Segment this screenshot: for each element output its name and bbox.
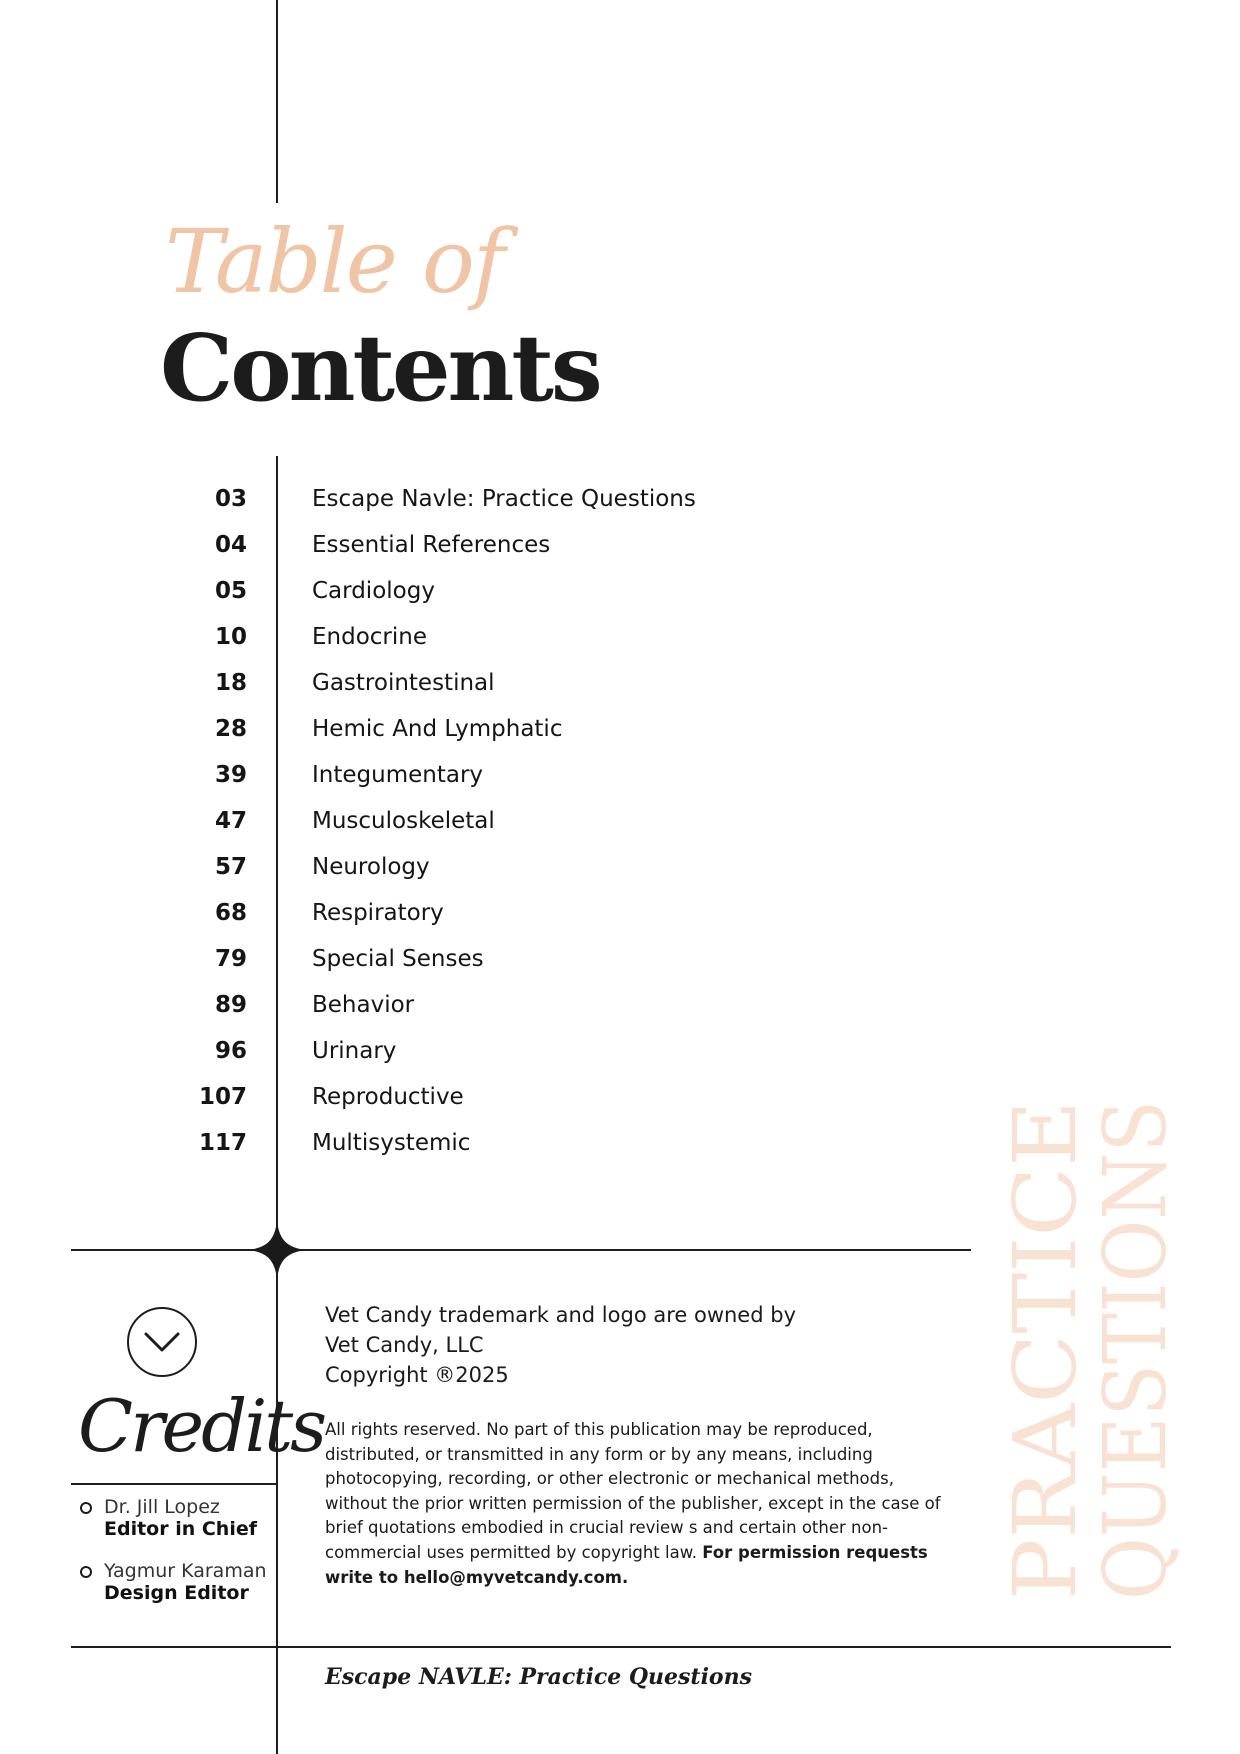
toc-page-number: 03 xyxy=(214,486,247,512)
credit-role: Design Editor xyxy=(104,1582,249,1604)
watermark-svg xyxy=(1000,1100,1180,1605)
sparkle-ornament-icon xyxy=(247,1220,307,1280)
footer-divider xyxy=(71,1646,1171,1648)
toc-page-number: 68 xyxy=(214,900,247,926)
footer-title: Escape NAVLE: Practice Questions xyxy=(325,1664,752,1690)
toc-entry[interactable] xyxy=(0,850,900,896)
toc-entry[interactable] xyxy=(0,574,900,620)
credits-heading: Credits xyxy=(78,1384,325,1468)
toc-page-number: 57 xyxy=(214,854,247,880)
toc-entry[interactable] xyxy=(0,528,900,574)
permission-text: For permission requests write to hello@myvetcandy.com. xyxy=(325,1542,928,1587)
toc-entry[interactable] xyxy=(0,1126,900,1172)
toc-entry-title: Multisystemic xyxy=(312,1130,471,1156)
toc-entry-title: Hemic And Lymphatic xyxy=(312,716,563,742)
chevron-down-circle-icon xyxy=(126,1306,198,1378)
toc-entry[interactable] xyxy=(0,620,900,666)
toc-entry[interactable] xyxy=(0,896,900,942)
page-title-line1: Table of xyxy=(165,210,504,313)
toc-page-number: 96 xyxy=(214,1038,247,1064)
top-vertical-rule xyxy=(276,0,278,203)
toc-entry[interactable] xyxy=(0,804,900,850)
copyright-line: Copyright ®2025 xyxy=(325,1363,509,1387)
toc-entry-title: Behavior xyxy=(312,992,415,1018)
rights-text: All rights reserved. No part of this publication may be reproduced, distributed, or transmitted in any form or by any means, including photocopying, recording, or other electronic or mechanical methods, without the prior written permission of the publisher, except in the case of brief quotations embodied in crucial review s and certain other non-commercial uses permitted by copyright law. xyxy=(325,1420,941,1562)
rights-notice xyxy=(325,1418,945,1590)
toc-page-number: 79 xyxy=(214,946,247,972)
toc-entry-title: Neurology xyxy=(312,854,430,880)
toc-page-number: 05 xyxy=(214,578,247,604)
section-divider xyxy=(71,1249,971,1251)
practice-questions-watermark xyxy=(1000,1100,1180,1605)
toc-entry[interactable] xyxy=(0,1034,900,1080)
toc-entry[interactable] xyxy=(0,988,900,1034)
toc-entry-title: Gastrointestinal xyxy=(312,670,495,696)
toc-entry-title: Essential References xyxy=(312,532,551,558)
watermark-line2: QUESTIONS xyxy=(1086,1100,1180,1600)
toc-entry[interactable] xyxy=(0,1080,900,1126)
toc-page-number: 10 xyxy=(214,624,247,650)
toc-entry[interactable] xyxy=(0,942,900,988)
bullet-icon xyxy=(80,1566,92,1578)
toc-entry-title: Cardiology xyxy=(312,578,435,604)
credit-name: Dr. Jill Lopez xyxy=(104,1496,220,1518)
toc-page-number: 47 xyxy=(214,808,247,834)
bullet-icon xyxy=(80,1502,92,1514)
toc-entry-title: Escape Navle: Practice Questions xyxy=(312,486,696,512)
trademark-owner: Vet Candy, LLC xyxy=(325,1333,484,1357)
toc-entry-title: Special Senses xyxy=(312,946,484,972)
toc-entry[interactable] xyxy=(0,482,900,528)
toc-entry-title: Reproductive xyxy=(312,1084,464,1110)
toc-page-number: 04 xyxy=(214,532,247,558)
toc-entry[interactable] xyxy=(0,666,900,712)
toc-entry[interactable] xyxy=(0,712,900,758)
toc-page-number: 89 xyxy=(214,992,247,1018)
toc-entry-title: Urinary xyxy=(312,1038,397,1064)
toc-page-number: 28 xyxy=(214,716,247,742)
page-title-line2: Contents xyxy=(160,314,600,422)
toc-page-number: 107 xyxy=(198,1084,247,1110)
toc-entry-title: Integumentary xyxy=(312,762,484,788)
credits-underline xyxy=(71,1483,276,1485)
credit-name: Yagmur Karaman xyxy=(104,1560,267,1582)
toc-page-number: 18 xyxy=(214,670,247,696)
credits-vertical-rule xyxy=(276,1260,278,1754)
watermark-line1: PRACTICE xyxy=(1000,1129,1096,1600)
toc-entry[interactable] xyxy=(0,758,900,804)
credit-role: Editor in Chief xyxy=(104,1518,258,1540)
toc-entry-title: Respiratory xyxy=(312,900,444,926)
toc-page-number: 117 xyxy=(198,1130,247,1156)
toc-page-number: 39 xyxy=(214,762,247,788)
toc-entry-title: Endocrine xyxy=(312,624,427,650)
trademark-line: Vet Candy trademark and logo are owned by xyxy=(325,1303,796,1327)
trademark-notice xyxy=(325,1300,796,1390)
toc-list xyxy=(0,482,900,1172)
toc-entry-title: Musculoskeletal xyxy=(312,808,495,834)
